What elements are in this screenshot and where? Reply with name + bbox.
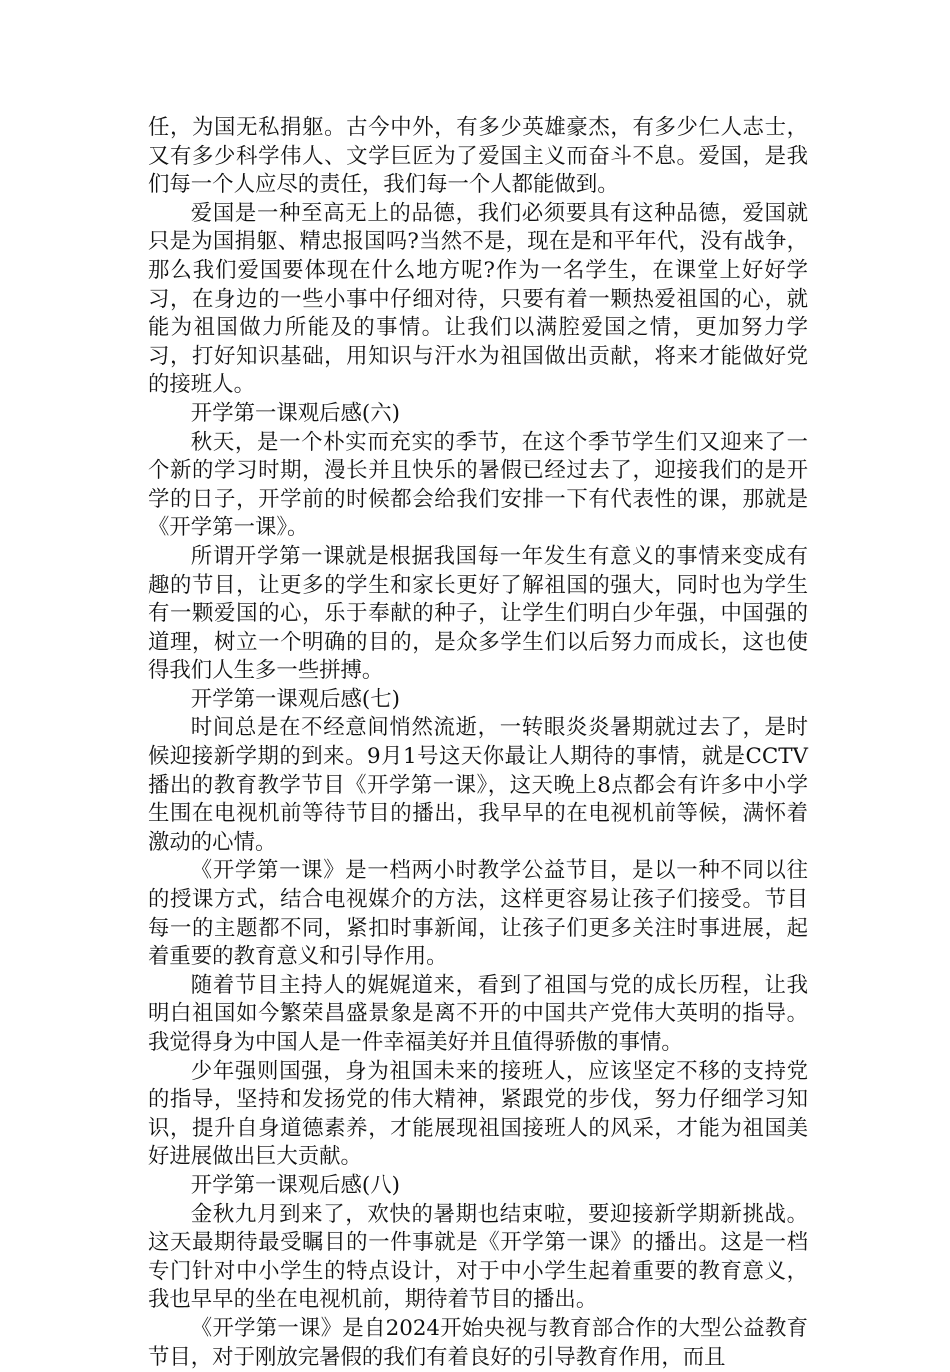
- paragraph: 《开学第一课》是自2024开始央视与教育部合作的大型公益教育节目，对于刚放完暑假的我们有着良好的引导教育作用，而且: [148, 1315, 808, 1370]
- document-page: [148, 114, 808, 1372]
- paragraph: 《开学第一课》是一档两小时教学公益节目，是以一种不同以往的授课方式，结合电视媒介的方法，这样更容易让孩子们接受。节目每一的主题都不同，紧扣时事新闻，让孩子们更多关注时事进展，起着重要的教育意义和引导作用。: [148, 858, 808, 970]
- section-heading: 开学第一课观后感(六): [190, 400, 401, 426]
- paragraph: 少年强则国强，身为祖国未来的接班人，应该坚定不移的支持党的指导，坚持和发扬党的伟大精神，紧跟党的步伐，努力仔细学习知识，提升自身道德素养，才能展现祖国接班人的风采，才能为祖国美好进展做出巨大贡献。: [148, 1058, 808, 1170]
- paragraph: 金秋九月到来了，欢快的暑期也结束啦，要迎接新学期新挑战。这天最期待最受瞩目的一件事就是《开学第一课》的播出。这是一档专门针对中小学生的特点设计，对于中小学生起着重要的教育意义，我也早早的坐在电视机前，期待着节目的播出。: [148, 1201, 808, 1313]
- paragraph: 爱国是一种至高无上的品德，我们必须要具有这种品德，爱国就只是为国捐躯、精忠报国吗?当然不是，现在是和平年代，没有战争，那么我们爱国要体现在什么地方呢?作为一名学生，在课堂上好好学习，在身边的一些小事中仔细对待，只要有着一颗热爱祖国的心，就能为祖国做力所能及的事情。让我们以满腔爱国之情，更加努力学习，打好知识基础，用知识与汗水为祖国做出贡献，将来才能做好党的接班人。: [148, 200, 808, 398]
- paragraph: 所谓开学第一课就是根据我国每一年发生有意义的事情来变成有趣的节目，让更多的学生和家长更好了解祖国的强大，同时也为学生有一颗爱国的心，乐于奉献的种子，让学生们明白少年强，中国强的道理，树立一个明确的目的，是众多学生们以后努力而成长，这也使得我们人生多一些拼搏。: [148, 543, 808, 684]
- paragraph: 随着节目主持人的娓娓道来，看到了祖国与党的成长历程，让我明白祖国如今繁荣昌盛景象是离不开的中国共产党伟大英明的指导。我觉得身为中国人是一件幸福美好并且值得骄傲的事情。: [148, 972, 808, 1055]
- paragraph: 时间总是在不经意间悄然流逝，一转眼炎炎暑期就过去了，是时候迎接新学期的到来。9月1号这天你最让人期待的事情，就是CCTV播出的教育教学节目《开学第一课》，这天晚上8点都会有许多中小学生围在电视机前等待节目的播出，我早早的在电视机前等候，满怀着激动的心情。: [148, 715, 808, 855]
- section-heading: 开学第一课观后感(八): [190, 1172, 401, 1198]
- paragraph: 秋天，是一个朴实而充实的季节，在这个季节学生们又迎来了一个新的学习时期，漫长并且快乐的暑假已经过去了，迎接我们的是开学的日子，开学前的时候都会给我们安排一下有代表性的课，那就是《开学第一课》。: [148, 429, 808, 541]
- paragraph-continued: 任，为国无私捐躯。古今中外，有多少英雄豪杰，有多少仁人志士，又有多少科学伟人、文学巨匠为了爱国主义而奋斗不息。爱国，是我们每一个人应尽的责任，我们每一个人都能做到。: [148, 115, 808, 198]
- section-heading: 开学第一课观后感(七): [190, 686, 401, 712]
